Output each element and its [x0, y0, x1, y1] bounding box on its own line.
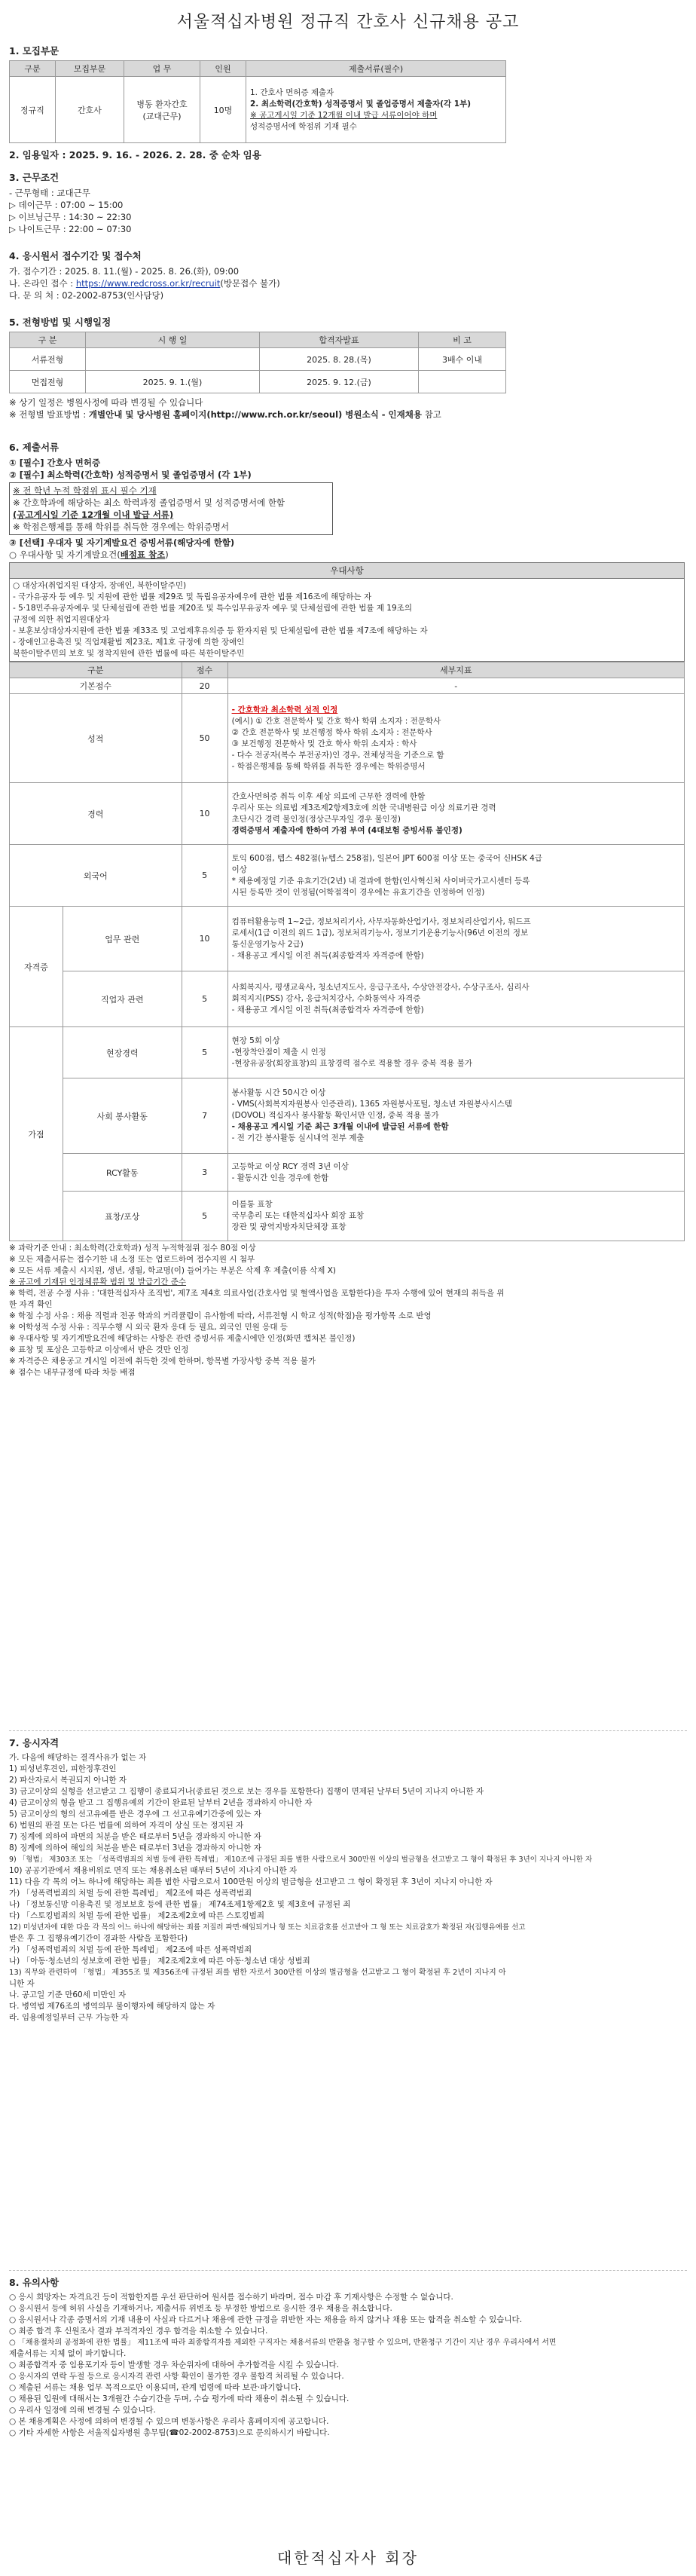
eligibility-line: 나. 공고일 기준 만60세 미만인 자: [9, 1990, 127, 1999]
table-header: 합격자발표: [260, 332, 419, 348]
eligibility-line: 8) 징계에 의하여 해임의 처분을 받은 때로부터 3년을 경과하지 아니한 자: [9, 1843, 261, 1852]
score-detail: 시된 등록만 것이 인정됨(어학점적이 경우에는 유효기간을 인정하여 인정): [231, 887, 485, 897]
eligibility-line: 7) 징계에 의하여 파면의 처분을 받은 때로부터 5년을 경과하지 아니한 자: [9, 1832, 261, 1841]
section-heading: 5. 전형방법 및 시행일정: [9, 317, 111, 328]
score-points: 10: [182, 783, 227, 845]
application-online: [9, 277, 687, 289]
score-points: 5: [182, 845, 227, 907]
preference-line: ○ 대상자(취업지원 대상자, 장애인, 북한이탈주민): [13, 581, 187, 590]
note-line: ※ 학점 수정 사유 : 채용 직렬과 전공 학과의 커리큘럼이 유사함에 따라, 서류전형 시 학교 성적(학점)을 평가항목 소로 반영: [9, 1311, 432, 1320]
caution-line: ○ 응시 희망자는 자격요건 등이 적합한지를 우선 판단하여 원서를 접수하기 바라며, 접수 마감 후 기재사항은 수정할 수 없습니다.: [9, 2293, 453, 2302]
eligibility-line: 나) 「정보통신망 이용촉진 및 정보보호 등에 관한 법률」 제74조제1항제2호 및 제3호에 규정된 죄: [9, 1900, 351, 1909]
eligibility-line: 라. 임용예정일부터 근무 가능한 자: [9, 2013, 129, 2022]
eligibility-line: 13) 직무와 관련하여 「형법」 제355조 및 제356조에 규정된 죄를 범한 자로서 300만원 이상의 벌금형을 선고받고 그 형이 확정된 후 2년이 지나지 아: [9, 1969, 506, 1977]
note-line: ※ 우대사항 및 자기계발요건에 해당하는 사항은 관련 증빙서류 제출시에만 인정(화면 캡처본 불인정): [9, 1334, 356, 1343]
table-cell: 병동 환자간호 (교대근무): [124, 77, 200, 143]
doc-notice-box: [9, 482, 333, 535]
eligibility-line: 5) 금고이상의 형의 선고유예를 받은 경우에 그 선고유예기간중에 있는 자: [9, 1810, 261, 1819]
score-detail: - 학점은행제를 통해 학위를 취득한 경우에는 학위증명서: [231, 761, 426, 771]
table-header: 업 무: [124, 61, 200, 77]
divider: [9, 1730, 687, 1731]
table-cell: 간호사: [56, 77, 124, 143]
score-detail: 로세서(1급 이전의 워드 1급), 정보처리기능사, 정보기기운용기능사(96년 이전의 정보: [231, 928, 529, 938]
condition-line: ▷ 나이트근무 : 22:00 ~ 07:30: [9, 224, 132, 234]
table-cell: 서류전형: [10, 348, 86, 371]
doc-line: ※ 공고게시일 기준 12개월 이내 발급 서류이어야 하며: [250, 110, 438, 120]
score-detail: -: [227, 678, 684, 694]
caution-line: 제출서류는 지체 없이 파기합니다.: [9, 2349, 127, 2358]
eligibility-line: 3) 금고이상의 실형을 선고받고 그 집행이 종료되거나(종료된 것으로 보는 경우를 포함한다) 집행이 면제된 날부터 5년이 지나지 아니한 자: [9, 1787, 484, 1796]
application-contact: 다. 문 의 처 : 02-2002-8753(인사담당): [9, 290, 164, 301]
eligibility-line: 11) 다음 각 목의 어느 하나에 해당하는 죄를 범한 사람으로서 100만원 이상의 벌금형을 선고받고 그 형이 확정된 후 3년이 지나지 아니한 자: [9, 1877, 493, 1886]
table-cell: 2025. 9. 12.(금): [260, 371, 419, 393]
score-category: 직업자 관련: [63, 971, 182, 1027]
table-cell: 2025. 8. 28.(목): [260, 348, 419, 371]
box-line: ※ 간호학과에 해당하는 최소 학력과정 졸업증명서 및 성적증명서에 한함: [13, 497, 285, 508]
score-group: 자격증: [10, 907, 63, 1027]
page-title: 서울적십자병원 정규직 간호사 신규채용 공고: [176, 13, 520, 32]
caution-line: ○ 제출된 서류는 채용 업무 목적으로만 이용되며, 관계 법령에 따라 보관·파기합니다.: [9, 2383, 301, 2392]
score-detail: 현장 5회 이상: [231, 1036, 280, 1045]
score-category: 기본점수: [10, 678, 182, 694]
score-detail: - 활동시간 인을 경우에 한함: [231, 1173, 329, 1182]
schedule-announce: [9, 408, 687, 421]
caution-line: ○ 채용된 입원에 대해서는 3개월간 수습기간을 두며, 수습 평가에 따라 채용이 취소될 수 있습니다.: [9, 2394, 350, 2403]
caution-line: ○ 응시원서나 각종 증명서의 기재 내용이 사실과 다르거나 채용에 관한 규정을 위반한 자는 채용을 하지 않거나 채용 또는 합격을 취소할 수 있습니다.: [9, 2315, 523, 2324]
score-points: 5: [182, 1192, 227, 1241]
doc-optional-note: [9, 549, 687, 561]
eligibility-line: 4) 금고이상의 형을 받고 그 집행유예의 기간이 완료된 날부터 2년을 경과하지 아니한 자: [9, 1798, 313, 1807]
eligibility-line: 9) 「형법」 제303조 또는 「성폭력범죄의 처벌 등에 관한 특례법」 제10조에 규정된 죄를 범한 사람으로서 300만원 이상의 벌금형을 선고받고 그 형이 확정된 후 3년이 지나지 아니한 자: [9, 1856, 593, 1864]
score-detail: - 전 기간 봉사활동 실시내역 전부 제출: [231, 1134, 365, 1143]
score-detail: 통신운영기능사 2급): [231, 939, 304, 949]
note-line: ※ 자격증은 채용공고 게시일 이전에 취득한 것에 한하며, 항목별 가장사항 중복 적용 불가: [9, 1357, 316, 1366]
announce-suffix: 참고: [421, 409, 441, 420]
score-category: 경력: [10, 783, 182, 845]
score-category: 외국어: [10, 845, 182, 907]
application-period: 가. 접수기간 : 2025. 8. 11.(월) - 2025. 8. 26.(화), 09:00: [9, 266, 240, 277]
note-line: 한 자격 확인: [9, 1300, 53, 1309]
score-detail: 장관 및 광역지방자치단체장 표창: [231, 1222, 346, 1231]
score-detail: -현장유공장(회장표창)의 표창경력 점수로 적용할 경우 중복 적용 불가: [231, 1059, 472, 1068]
online-label: 나. 온라인 접수 :: [9, 278, 76, 289]
doc-line: 2. 최소학력(간호학) 성적증명서 및 졸업증명서 제출자(각 1부): [250, 99, 472, 109]
table-header: 인원: [200, 61, 246, 77]
score-detail: [232, 705, 680, 716]
caution-line: ○ 본 채용계획은 사정에 의하여 변경될 수 있으며 변동사항은 우리사 홈페이지에 공고합니다.: [9, 2417, 329, 2426]
detail-text: - 간호학과 최소학력 성적 인정: [231, 705, 338, 714]
score-detail: * 채용예정일 기준 유효기간(2년) 내 결과에 한함(인사혁신처 사이버국가고시센터 등록: [231, 876, 530, 886]
preference-line: - 장애인고용촉진 및 직업재활법 제23조, 제1호 규정에 의한 장애인: [13, 638, 245, 647]
table-header: 구 분: [10, 332, 86, 348]
score-detail: ② 간호 전문학사 및 보건행정 학사 학위 소지자 : 전문학사: [231, 727, 432, 737]
issuer-signature: 대한적십자사 회장: [277, 2549, 419, 2567]
section-heading: 7. 응시자격: [9, 1737, 60, 1748]
box-line: (공고게시일 기준 12개월 이내 발급 서류): [13, 509, 174, 520]
table-header: 모집부문: [56, 61, 124, 77]
preference-line: - 보훈보상대상자지원에 관한 법률 제33조 및 고엽제후유의증 등 환자지원 및 단체설립에 관한 법률 제7조에 해당하는 자: [13, 626, 428, 635]
score-category: 업무 관련: [63, 907, 182, 971]
caution-line: ○ 최종 합격 후 신원조사 결과 부적격자인 경우 합격을 취소할 수 있습니다.: [9, 2327, 268, 2336]
score-detail: 회적지지(PSS) 강사, 응급처치강사, 수화통역사 자격증: [231, 994, 421, 1003]
score-points: 3: [182, 1154, 227, 1192]
online-note: (방문접수 불가): [220, 278, 280, 289]
document-notes: [9, 1243, 687, 1378]
announce-method: 개별안내 및 당사병원 홈페이지(http://www.rch.or.kr/seoul) 병원소식 - 인재채용: [88, 409, 422, 420]
table-header: 구분: [10, 61, 56, 77]
score-detail: - 채용공고 게시일 이전 취득(최종합격자 자격증에 한함): [231, 1005, 424, 1014]
table-header: 구분: [10, 662, 182, 678]
preference-box: [9, 562, 685, 662]
section-application: [9, 249, 687, 301]
score-detail: -현장착안점이 제출 시 인정: [231, 1048, 326, 1057]
eligibility-line: 10) 공공기관에서 채용비위로 면직 또는 채용취소된 때부터 5년이 지나지 아니한 자: [9, 1866, 298, 1875]
schedule-note: ※ 상기 일정은 병원사정에 따라 변경될 수 있습니다: [9, 397, 203, 408]
schedule-table: [9, 332, 506, 393]
score-category: 성적: [10, 694, 182, 783]
optional-ref: 배점표 참조: [120, 549, 166, 560]
table-header: 제출서류(필수): [246, 61, 506, 77]
section-documents: [9, 440, 687, 1378]
preference-line: - 5·18민주유공자예우 및 단체설립에 관한 법률 제20조 및 특수임무유공자 예우 및 단체설립에 관한 법률 제 19조의: [13, 604, 412, 613]
section-schedule: [9, 315, 687, 421]
section-heading: 4. 응시원서 접수기간 및 접수처: [9, 250, 142, 262]
score-detail: - 채용공고 게시일 이전 취득(최종합격자 자격증에 한함): [231, 950, 424, 960]
table-header: 시 행 일: [86, 332, 260, 348]
preference-line: 북한이탈주민의 보호 및 정착지원에 관한 법률에 따른 북한이탈주민: [13, 649, 245, 658]
score-points: 10: [182, 907, 227, 971]
eligibility-line: 나) 「아동·청소년의 성보호에 관한 법률」 제2조제2호에 따른 아동·청소년 대상 성범죄: [9, 1956, 310, 1966]
doc-line: 성적증명서에 학점위 기재 필수: [250, 121, 357, 131]
score-category: 표창/포상: [63, 1192, 182, 1241]
eligibility-line: 가. 다음에 해당하는 결격사유가 없는 자: [9, 1753, 147, 1762]
table-cell: 면접전형: [10, 371, 86, 393]
score-detail: 사회복지사, 평생교육사, 청소년지도사, 응급구조사, 수상안전강사, 수상구조사, 심리사: [231, 983, 530, 992]
preference-line: - 국가유공자 등 예우 및 지원에 관한 법률 제29조 및 독립유공자예우에 관한 법률 제16조에 해당하는 자: [13, 592, 372, 601]
table-cell: 10명: [200, 77, 246, 143]
score-detail: 봉사활동 시간 50시간 이상: [231, 1088, 326, 1097]
score-detail: ③ 보건행정 전문학사 및 간호 학사 학위 소지자 : 학사: [231, 739, 417, 748]
eligibility-line: 가) 「성폭력범죄의 처벌 등에 관한 특례법」 제2조에 따른 성폭력범죄: [9, 1889, 252, 1898]
table-cell: 정규직: [10, 77, 56, 143]
section-appointment-date: [9, 148, 687, 164]
note-line: ※ 모든 서류 제출시 시지원, 생년, 생월, 학교명(이) 들어가는 부분은 삭제 후 제출(이름 삭제 X): [9, 1266, 336, 1275]
score-detail: - VMS(사회복지자원봉사 인증관리), 1365 자원봉사포털, 청소년 자원봉사시스템: [231, 1100, 512, 1109]
table-cell: [86, 348, 260, 371]
eligibility-line: 다. 병역법 제76조의 병역의무 불이행자에 해당하지 않는 자: [9, 2002, 215, 2011]
optional-prefix: ○ 우대사항 및 자기계발요건(: [9, 549, 121, 560]
section-heading: 6. 제출서류: [9, 442, 60, 453]
score-detail: 이상: [231, 864, 247, 874]
score-detail: - 다수 전공자(복수 부전공자)인 경우, 전체성적을 기준으로 함: [231, 750, 444, 760]
section-eligibility: [9, 1730, 687, 2024]
table-header: 점수: [182, 662, 227, 678]
doc-line: 1. 간호사 면허증 제출자: [250, 87, 334, 97]
caution-line: ○ 기타 자세한 사항은 서울적십자병원 총무팀(☎02-2002-8753)으로 문의하시기 바랍니다.: [9, 2428, 330, 2437]
score-points: 50: [182, 694, 227, 783]
score-category: 사회 봉사활동: [63, 1078, 182, 1154]
note-line: ※ 학력, 전공 수정 사유 : '대한적십자사 조직법', 제7조 제4호 의료사업(간호사업 및 혈액사업을 포함한다)을 투자 수행에 있어 현재의 취득을 위: [9, 1289, 505, 1298]
table-header: 세부지표: [227, 662, 684, 678]
note-line: ※ 어학성적 수정 사유 : 직무수행 시 외국 환자 응대 등 필요, 외국인 민원 응대 등: [9, 1323, 288, 1332]
score-detail: 경력증명서 제출자에 한하여 가점 부여 (4대보험 증빙서류 불인정): [231, 825, 462, 835]
doc-required-1: ① [필수] 간호사 면허증: [9, 457, 101, 468]
score-detail: 우리사 또는 의료법 제3조제2항제3호에 의한 국내병원급 이상 의료기관 경력: [231, 803, 496, 812]
caution-line: ○ 응시자의 연락 두절 등으로 응시자격 관련 사항 확인이 불가한 경우 불합격 처리될 수 있습니다.: [9, 2372, 344, 2381]
score-detail: 고등학교 이상 RCY 경력 3년 이상: [231, 1161, 349, 1171]
score-detail: 국무총리 또는 대한적십자사 회장 표창: [231, 1211, 365, 1220]
eligibility-line: 다) 「스토킹범죄의 처벌 등에 관한 법률」 제2조제2호에 따른 스토킹범죄: [9, 1911, 265, 1920]
score-detail: - 채용공고 게시일 기준 최근 3개월 이내에 발급된 서류에 한함: [231, 1122, 449, 1131]
condition-line: ▷ 이브닝근무 : 14:30 ~ 22:30: [9, 212, 132, 222]
note-line: ※ 표창 및 포상은 고등학교 이상에서 받은 것만 인정: [9, 1345, 189, 1354]
box-line: ※ 전 학년 누적 학점위 표시 필수 기재: [13, 485, 157, 496]
note-line: ※ 공고에 기재된 인정체류확 범위 및 발급기간 준수: [9, 1277, 187, 1286]
section-recruit-area: [9, 44, 687, 143]
table-cell: 2025. 9. 1.(월): [86, 371, 260, 393]
note-line: ※ 점수는 내부규정에 따라 차등 배점: [9, 1368, 136, 1377]
eligibility-line: 가) 「성폭력범죄의 처벌 등에 관한 특례법」 제2조에 따른 성폭력범죄: [9, 1945, 252, 1954]
eligibility-line: 1) 피성년후견인, 피한정후견인: [9, 1764, 117, 1773]
eligibility-line: 12) 미성년자에 대한 다음 각 목의 어느 하나에 해당하는 죄를 저질러 파면·해임되거나 형 또는 치료감호를 선고받아 그 형 또는 치료감호가 확정된 자(집행유예를 선고: [9, 1923, 526, 1932]
section-heading: 3. 근무조건: [9, 172, 60, 183]
announce-label: ※ 전형별 발표방법 :: [9, 409, 89, 420]
section-heading: 8. 유의사항: [9, 2277, 60, 2288]
preference-title: 우대사항: [10, 563, 684, 579]
note-line: ※ 모든 제출서류는 접수기한 내 소정 또는 업로드하여 접수지원 시 첨부: [9, 1255, 255, 1264]
eligibility-line: 받은 후 그 집행유예기간이 경과한 사람을 포함한다): [9, 1934, 188, 1943]
score-detail: 이를통 표창: [231, 1200, 273, 1209]
preference-line: 규정에 의한 취업지원대상자: [13, 615, 110, 624]
score-points: 5: [182, 1027, 227, 1078]
eligibility-line: 2) 파산자로서 복권되지 아니한 자: [9, 1776, 127, 1785]
score-points: 5: [182, 971, 227, 1027]
caution-line: ○ 최종합격자 중 임용포기자 등이 발생할 경우 차순위자에 대하여 추가합격을 시킬 수 있습니다.: [9, 2360, 339, 2369]
box-line: ※ 학점은행제를 통해 학위를 취득한 경우에는 학위증명서: [13, 522, 230, 532]
caution-line: ○ 응시원서 등에 허위 사실을 기재하거나, 제출서류 위변조 등 부정한 방법으로 응시한 경우 채용을 취소합니다.: [9, 2304, 392, 2313]
condition-line: ▷ 데이근무 : 07:00 ~ 15:00: [9, 200, 124, 210]
score-detail: 토익 600점, 텝스 482점(뉴텝스 258점), 일본어 JPT 600점 이상 또는 중국어 신HSK 4급: [231, 853, 542, 863]
score-points: 20: [182, 678, 227, 694]
score-group: 가점: [10, 1027, 63, 1241]
recruit-link[interactable]: https://www.redcross.or.kr/recruit: [75, 278, 221, 289]
section-cautions: [9, 2270, 687, 2439]
score-detail: (예시) ① 간호 전문학사 및 간호 학사 학위 소지자 : 전문학사: [231, 716, 441, 726]
table-cell: [419, 371, 506, 393]
score-detail: (DOVOL) 적십자사 봉사활동 확인서만 인정, 중복 적용 불가: [231, 1111, 439, 1120]
doc-required-2: ② [필수] 최소학력(간호학) 성적증명서 및 졸업증명서 (각 1부): [9, 470, 252, 480]
eligibility-line: 니한 자: [9, 1979, 35, 1988]
caution-line: ○ 「채용절차의 공정화에 관한 법률」 제11조에 따라 최종합격자를 제외한 구직자는 채용서류의 반환을 청구할 수 있으며, 반환청구 기간이 지난 경우 우리사에서 서면: [9, 2339, 557, 2347]
score-category: 현장경력: [63, 1027, 182, 1078]
optional-suffix: ): [165, 549, 169, 560]
divider: [9, 2270, 687, 2271]
doc-optional: ③ [선택] 우대자 및 자기계발요건 증빙서류(해당자에 한함): [9, 537, 235, 548]
section-heading: 2. 임용일자 : 2025. 9. 16. - 2026. 2. 28. 중 순차 임용: [9, 149, 261, 161]
section-work-conditions: [9, 170, 687, 235]
table-cell: 3배수 이내: [419, 348, 506, 371]
score-category: RCY활동: [63, 1154, 182, 1192]
score-detail: 컴퓨터활용능력 1~2급, 정보처리기사, 사무자동화산업기사, 정보처리산업기사, 워드프: [231, 916, 531, 926]
note-line: ※ 과락기준 안내 : 최소학력(간호학과) 성적 누적학점위 점수 80점 이상: [9, 1244, 256, 1253]
table-header: 비 고: [419, 332, 506, 348]
score-detail: 초단시간 경력 불인정(정상근무자일 경우 불인정): [231, 814, 401, 824]
section-heading: 1. 모집부문: [9, 45, 60, 57]
recruit-table: [9, 60, 506, 143]
caution-line: ○ 우리사 일정에 의해 변경될 수 있습니다.: [9, 2406, 156, 2415]
eligibility-line: 6) 법원의 판결 또는 다른 법률에 의하여 자격이 상실 또는 정지된 자: [9, 1821, 244, 1830]
score-detail: 간호사면허증 취득 이후 세상 의료에 근무한 경력에 한함: [231, 791, 426, 801]
score-table: [9, 662, 685, 1241]
score-points: 7: [182, 1078, 227, 1154]
condition-line: - 근무형태 : 교대근무: [9, 188, 90, 198]
